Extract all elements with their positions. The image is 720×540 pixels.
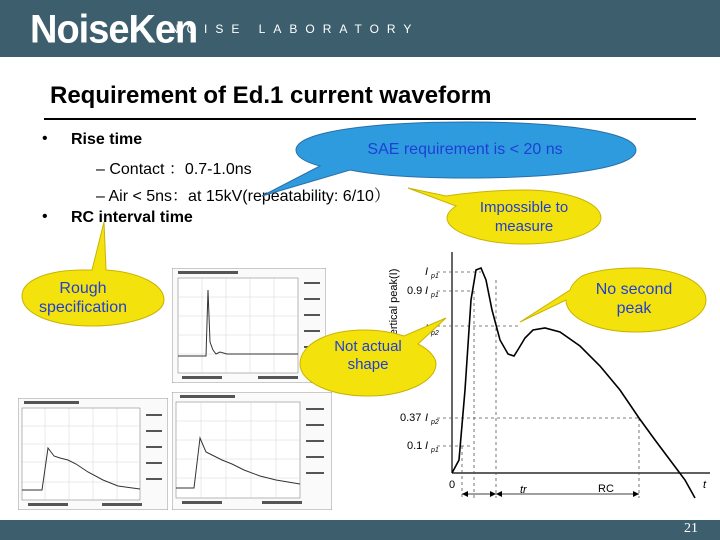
- callout-impossible-text: Impossible to measure: [479, 199, 569, 235]
- page-number: 21: [684, 521, 698, 536]
- tagline: NOISE LABORATORY: [170, 22, 420, 36]
- y-axis-label: Vertical peak(I): [388, 268, 400, 342]
- label-ip2-sub: p2: [431, 330, 439, 337]
- label-0-9: 0.9: [407, 285, 423, 297]
- slide-title: Requirement of Ed.1 current waveform: [50, 82, 492, 109]
- company-logo: NoiseKen: [30, 7, 198, 53]
- footer-bar: [0, 520, 720, 540]
- label-ip1: I: [425, 266, 429, 278]
- callout-not-actual-text: Not actual shape: [334, 338, 402, 373]
- label-0-9-ip1-sub: p1: [431, 292, 439, 299]
- label-rc: RC: [598, 483, 614, 495]
- label-ip1-sub: p1: [431, 273, 439, 280]
- bullet-dot-2: •: [42, 208, 48, 225]
- label-0-37: 0.37: [400, 412, 422, 424]
- label-tr: tr: [520, 484, 527, 496]
- bullet-dot-1: •: [42, 130, 48, 147]
- label-0-37-ip2-sub: p2: [431, 419, 439, 426]
- callout-sae-text: SAE requirement is < 20 ns: [367, 141, 563, 158]
- sub-bullet-contact: – Contact ：0.7-1.0ns: [96, 161, 252, 178]
- bullet-rc-interval: RC interval time: [71, 209, 193, 226]
- sub-bullet-air: – Air < 5ns：at 15kV(repeatability: 6/10）: [96, 188, 390, 205]
- label-t: t: [703, 479, 707, 491]
- label-0-1: 0.1: [407, 440, 423, 452]
- callout-sae-bubble: [262, 122, 636, 196]
- callout-no-second-peak-text: No second peak: [595, 281, 673, 317]
- label-0-1-ip1: I: [425, 440, 429, 452]
- label-0-9-ip1: I: [425, 285, 429, 297]
- callout-rough-text: Rough specification: [38, 280, 128, 316]
- bullet-rise-time: Rise time: [71, 131, 143, 148]
- label-origin: 0: [449, 479, 456, 491]
- label-0-1-ip1-sub: p1: [431, 447, 439, 454]
- label-0-37-ip2: I: [425, 412, 429, 424]
